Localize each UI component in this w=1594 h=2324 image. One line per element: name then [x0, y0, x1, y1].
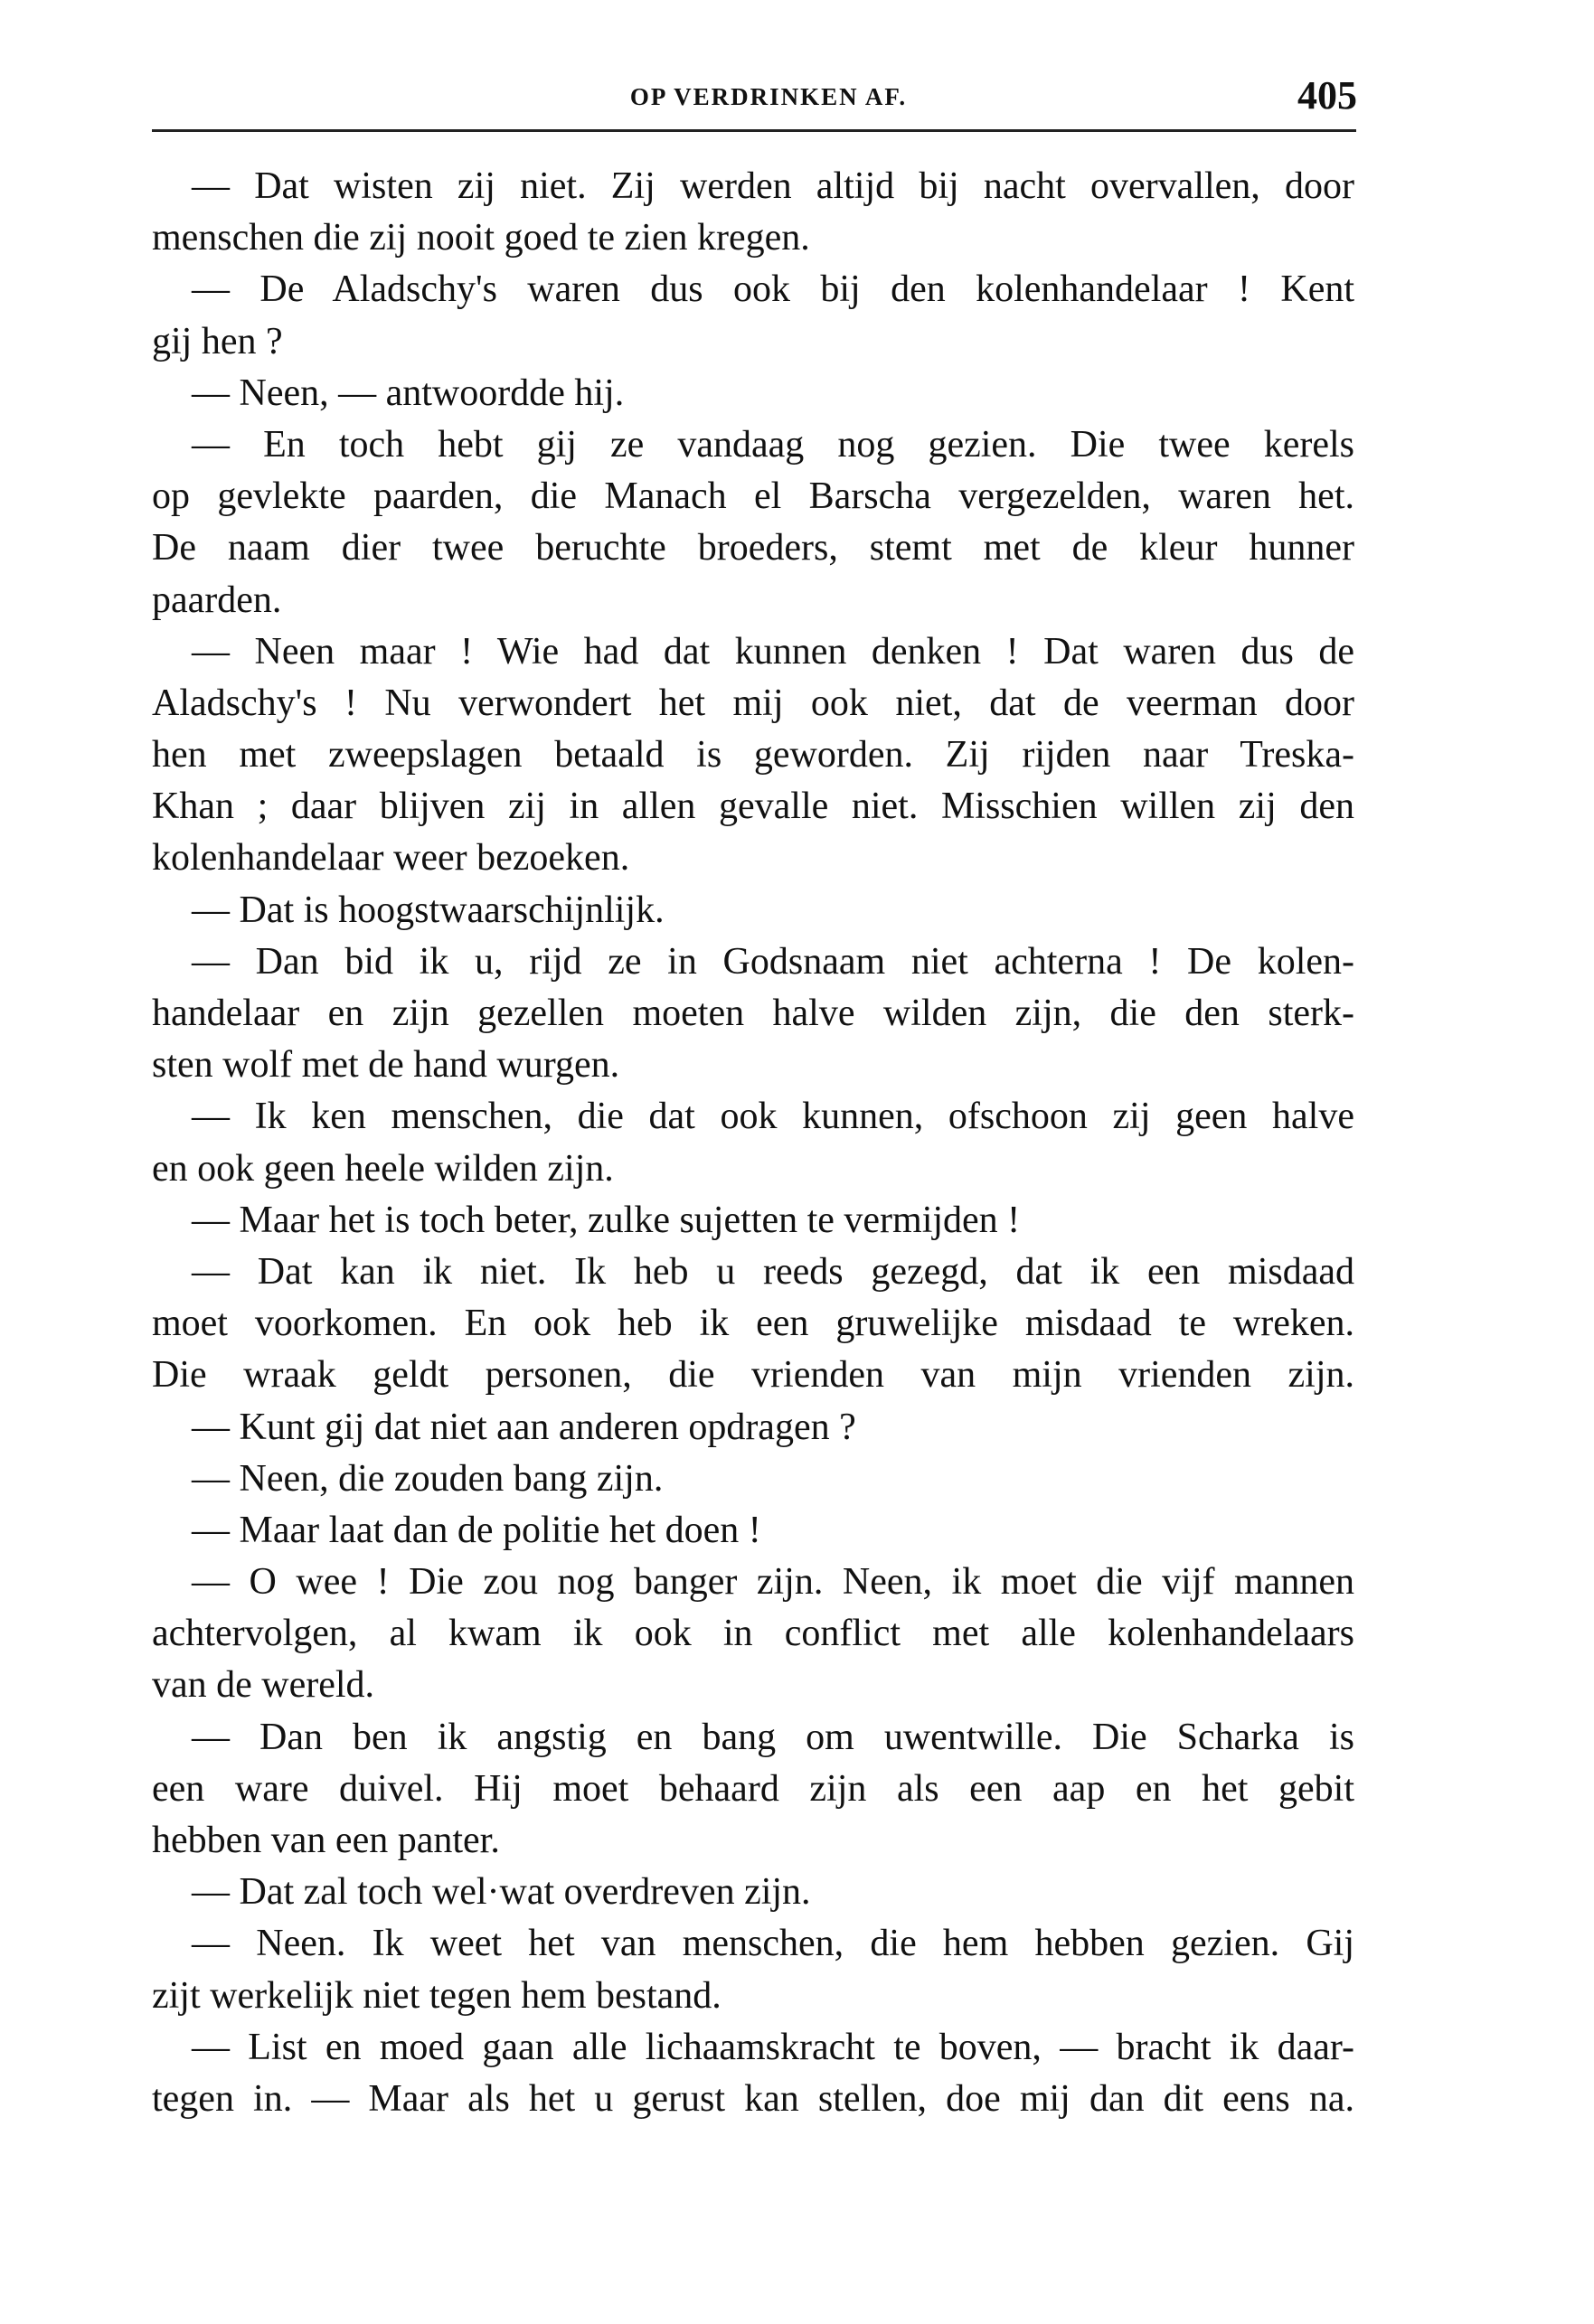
text-line: — Neen, die zouden bang zijn. [192, 1457, 664, 1500]
text-line: — Dat zal toch wel·wat overdreven zijn. [192, 1871, 811, 1914]
header-rule [152, 129, 1356, 132]
text-line: De naam dier twee beruchte broeders, stemt met de kleur hunner [152, 527, 1354, 569]
text-line: paarden. [152, 579, 282, 621]
text-line: en ook geen heele wilden zijn. [152, 1147, 614, 1190]
text-line: — Neen maar ! Wie had dat kunnen denken ! Dat waren dus de [192, 630, 1354, 673]
text-line: — Dat is hoogstwaarschijnlijk. [192, 889, 665, 931]
text-line: — Neen, — antwoordde hij. [192, 372, 625, 414]
text-line: zijt werkelijk niet tegen hem bestand. [152, 1974, 722, 2017]
text-line: een ware duivel. Hij moet behaard zijn als een aap en het gebit [152, 1767, 1354, 1810]
text-line: — List en moed gaan alle lichaamskracht te boven, — bracht ik daar- [192, 2026, 1354, 2068]
text-line: gij hen ? [152, 320, 283, 362]
text-line: — Neen. Ik weet het van menschen, die hem hebben gezien. Gij [192, 1923, 1354, 1965]
page-body [152, 161, 1354, 2125]
text-line: — Maar laat dan de politie het doen ! [192, 1509, 761, 1551]
text-line: op gevlekte paarden, die Manach el Barscha vergezelden, waren het. [152, 475, 1354, 518]
text-line: — Dat wisten zij niet. Zij werden altijd bij nacht overvallen, door [192, 165, 1354, 207]
text-line: — Kunt gij dat niet aan anderen opdragen ? [192, 1406, 856, 1448]
text-line: hen met zweepslagen betaald is geworden. Zij rijden naar Treska- [152, 734, 1354, 776]
text-line: tegen in. — Maar als het u gerust kan stellen, doe mij dan dit eens na. [152, 2077, 1354, 2120]
page-number: 405 [1297, 73, 1357, 118]
text-line: sten wolf met de hand wurgen. [152, 1044, 620, 1087]
text-line: — Dan ben ik angstig en bang om uwentwille. Die Scharka is [192, 1716, 1354, 1758]
text-line: moet voorkomen. En ook heb ik een gruwelijke misdaad te wreken. [152, 1303, 1354, 1345]
text-line: Aladschy's ! Nu verwondert het mij ook niet, dat de veerman door [152, 682, 1354, 724]
text-line: achtervolgen, al kwam ik ook in conflict met alle kolenhandelaars [152, 1613, 1354, 1655]
text-line: Die wraak geldt personen, die vrienden van mijn vrienden zijn. [152, 1354, 1354, 1397]
text-line: — Maar het is toch beter, zulke sujetten te vermijden ! [192, 1199, 1021, 1241]
text-line: — Ik ken menschen, die dat ook kunnen, ofschoon zij geen halve [192, 1096, 1354, 1138]
text-line: — En toch hebt gij ze vandaag nog gezien. Die twee kerels [192, 423, 1354, 466]
text-line: — O wee ! Die zou nog banger zijn. Neen, ik moet die vijf mannen [192, 1561, 1354, 1604]
text-line: menschen die zij nooit goed te zien kregen. [152, 217, 810, 259]
text-line: — De Aladschy's waren dus ook bij den kolenhandelaar ! Kent [192, 268, 1354, 311]
text-line: van de wereld. [152, 1664, 375, 1707]
text-line: — Dat kan ik niet. Ik heb u reeds gezegd, dat ik een misdaad [192, 1250, 1354, 1293]
text-line: kolenhandelaar weer bezoeken. [152, 837, 630, 880]
running-title: OP VERDRINKEN AF. [629, 83, 908, 110]
text-line: — Dan bid ik u, rijd ze in Godsnaam niet achterna ! De kolen- [192, 940, 1354, 983]
text-line: hebben van een panter. [152, 1820, 500, 1861]
text-line: Khan ; daar blijven zij in allen gevalle niet. Misschien willen zij den [152, 786, 1354, 828]
text-line: handelaar en zijn gezellen moeten halve wilden zijn, die den sterk- [152, 993, 1354, 1034]
